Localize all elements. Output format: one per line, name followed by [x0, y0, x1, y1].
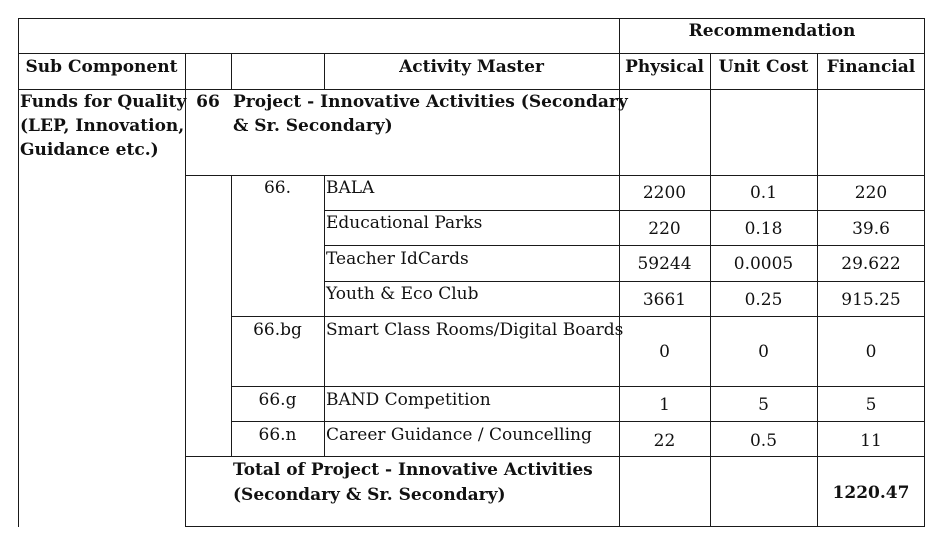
table-rule: [18, 53, 925, 54]
financial-value: 11: [860, 431, 882, 451]
financial-value: 0: [865, 342, 877, 362]
table-rule: [231, 421, 925, 422]
table-rule: [324, 245, 925, 246]
physical-value: 22: [653, 431, 676, 451]
column-header-activity-master: Activity Master: [399, 57, 544, 77]
financial-value: 39.6: [852, 219, 890, 239]
activity-code: 66.bg: [253, 320, 302, 340]
column-header-unit-cost: Unit Cost: [718, 57, 809, 77]
sub-component-line: (LEP, Innovation,: [20, 116, 185, 136]
sub-component-line: Guidance etc.): [20, 140, 159, 160]
physical-value: 3661: [642, 290, 687, 310]
financial-value: 220: [854, 183, 888, 203]
table-border-left: [18, 18, 19, 527]
table-col-rule: [231, 175, 232, 457]
project-name-line: & Sr. Secondary): [233, 116, 393, 136]
unit-cost-value: 0.1: [749, 183, 778, 203]
financial-value: 915.25: [841, 290, 901, 310]
activity-name: Educational Parks: [326, 213, 483, 233]
table-col-rule: [231, 53, 232, 90]
unit-cost-value: 5: [758, 395, 769, 415]
unit-cost-value: 0.18: [744, 219, 783, 239]
activity-name: BAND Competition: [326, 390, 491, 410]
unit-cost-value: 0.0005: [733, 254, 794, 274]
activity-name: Youth & Eco Club: [326, 284, 479, 304]
physical-value: 59244: [637, 254, 692, 274]
unit-cost-value: 0.25: [744, 290, 783, 310]
table-rule: [185, 456, 925, 457]
activity-name: Career Guidance / Councelling: [326, 425, 592, 445]
project-code: 66: [196, 92, 220, 112]
column-header-physical: Physical: [625, 57, 704, 77]
physical-value: 0: [659, 342, 670, 362]
table-rule: [231, 316, 925, 317]
column-header-financial: Financial: [826, 57, 916, 77]
total-financial-value: 1220.47: [832, 483, 910, 503]
column-header-sub-component: Sub Component: [25, 57, 178, 77]
physical-value: 1: [659, 395, 670, 415]
activity-name: Teacher IdCards: [326, 249, 469, 269]
activity-code: 66.n: [258, 425, 297, 445]
unit-cost-value: 0: [758, 342, 769, 362]
activity-code: 66.g: [258, 390, 297, 410]
physical-value: 2200: [642, 183, 687, 203]
unit-cost-value: 0.5: [749, 431, 778, 451]
recommendation-header: Recommendation: [688, 21, 856, 41]
table-col-rule: [185, 53, 186, 527]
physical-value: 220: [648, 219, 681, 239]
table-border-bottom: [185, 526, 925, 527]
activity-name: Smart Class Rooms/Digital Boards: [326, 320, 624, 340]
table-col-rule: [324, 175, 325, 457]
activity-code: 66.: [263, 178, 292, 198]
project-name-line: Project - Innovative Activities (Secondary: [233, 92, 628, 112]
total-label-line: Total of Project - Innovative Activities: [233, 460, 593, 480]
financial-value: 5: [865, 395, 877, 415]
activity-name: BALA: [326, 178, 375, 198]
financial-value: 29.622: [841, 254, 901, 274]
total-label-line: (Secondary & Sr. Secondary): [233, 485, 506, 505]
sub-component-line: Funds for Quality: [20, 92, 187, 112]
table-rule: [231, 386, 925, 387]
